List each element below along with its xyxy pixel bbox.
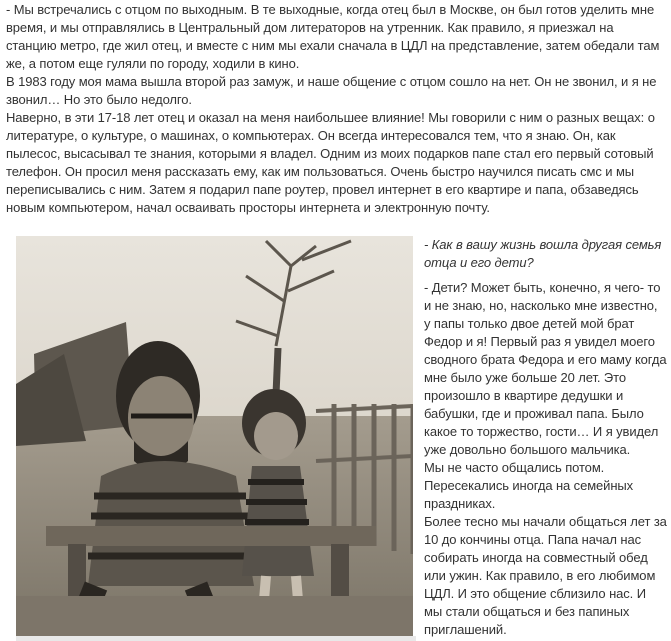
bottom-separator xyxy=(16,636,416,641)
paragraph-meetings: - Мы встречались с отцом по выходным. В те выходные, когда отец был в Москве, он был готов уделить мне время, и мы отправлялись в Центральный дом литераторов на утренник. Как правило, я приезжал на станцию метро, где жил отец, и вместе с ним мы ехали сначала в ЦДЛ на представление, затем обедали там же, а потом еще гуляли по городу, ходили в кино. xyxy=(6,2,660,71)
interview-column xyxy=(424,236,667,639)
paragraph-1983: В 1983 году моя мама вышла второй раз замуж, и наше общение с отцом сошло на нет. Он не звонил, и я не звонил… Но это было недолго. xyxy=(6,74,657,107)
answer-part-1: - Дети? Может быть, конечно, я чего- то и не знаю, но, насколько мне известно, у папы только двое детей мой брат Федор и я! Первый раз я увидел моего сводного брата Федора и его маму когда мне было уже больше 20 лет. Это произошло в квартире дедушки и бабушки, где и проживал папа. Было какое то торжество, гости… И я увидел уже довольно большого мальчика. xyxy=(424,280,667,457)
answer-part-3: Более тесно мы начали общаться лет за 10 до кончины отца. Папа начал нас собирать иногда на совместный обед или ужин. Как правило, в его любимом ЦДЛ. И это общение сблизило нас. И мы стали общаться и без папиных приглашений. xyxy=(424,514,667,637)
answer-part-2: Мы не часто общались потом. Пересекались иногда на семейных праздниках. xyxy=(424,460,634,511)
family-photo-illustration xyxy=(16,236,413,636)
sandbox-foreground xyxy=(16,596,413,636)
question-text: - Как в вашу жизнь вошла другая семья отца и его дети? xyxy=(424,237,662,270)
girl-face xyxy=(254,412,298,460)
man-shirt xyxy=(88,461,254,586)
paragraph-influence: Наверно, в эти 17-18 лет отец и оказал на меня наибольшее влияние! Мы говорили с ним о разных вещах: о литературе, о культуре, о машинах, о компьютерах. Он всегда интересовался тем, что я знаю. Он, как пылесос, высасывал те знания, которыми я владел. Одним из моих подарков папе стал его первый сотовый телефон. Он просил меня рассказать ему, как им пользоваться. Очень быстро научился писать смс и мы переписывались с ним. Затем я подарил папе роутер, провел интернет в его квартире и папа, обзаведясь новым компьютером, начал осваивать просторы интернета и электронную почту. xyxy=(6,110,655,215)
family-photo xyxy=(16,236,413,636)
bench-seat xyxy=(46,526,376,546)
answer-text xyxy=(424,279,667,639)
